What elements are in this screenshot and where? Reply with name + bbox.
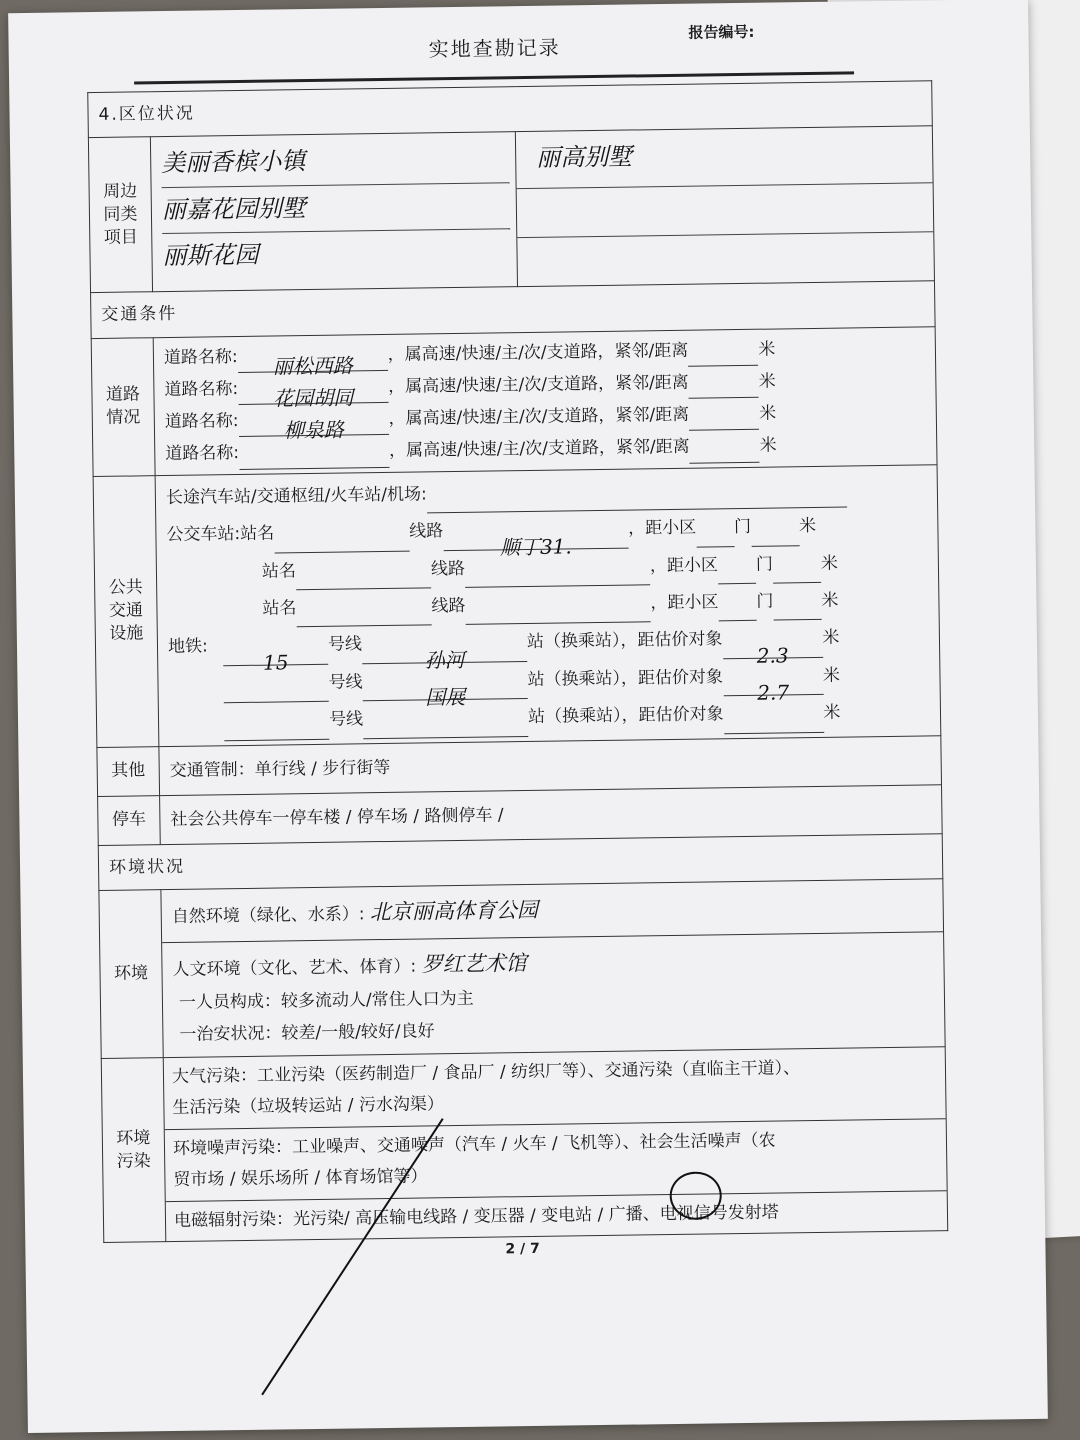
pollution-label: 环境污染 xyxy=(101,1058,166,1243)
surrounding-right-cell xyxy=(515,126,934,287)
road-distance-blank xyxy=(689,409,759,431)
distance-label: ，距小区 xyxy=(650,592,719,614)
subway-station-suffix: 站（换乘站），距估价对象 xyxy=(527,704,724,728)
line-label: 线路 xyxy=(430,558,466,579)
road-type-text: ，属高速/快速/主/次/支道路，紧邻/距离 xyxy=(387,372,689,397)
handwritten-project: 丽嘉花园别墅 xyxy=(162,183,511,234)
handwritten-project: 丽高别墅 xyxy=(516,127,933,190)
subway-station-value xyxy=(363,712,528,739)
subway-distance-value: 2.3 xyxy=(722,633,822,659)
gate-label: 门 xyxy=(756,591,774,612)
gate-label: 门 xyxy=(755,554,774,575)
road-name-label: 道路名称: xyxy=(164,378,239,400)
surrounding-label: 周边同类项目 xyxy=(88,137,152,293)
unit-label: 米 xyxy=(822,665,841,686)
unit-label: 米 xyxy=(759,435,777,457)
distance-blank xyxy=(696,525,734,547)
surrounding-left-cell xyxy=(150,132,517,292)
cultural-env-block xyxy=(162,933,945,1058)
people-row: 一人员构成：较多流动人/常住人口为主 xyxy=(178,988,474,1014)
line-blank xyxy=(465,601,650,625)
empty-line xyxy=(517,184,934,239)
line-blank xyxy=(465,564,650,588)
unit-label: 米 xyxy=(798,516,817,537)
handwritten-project: 丽斯花园 xyxy=(162,241,259,271)
section-traffic: 交通条件 xyxy=(91,281,936,338)
noise-pollution-line: 环境噪声污染：工业噪声、交通噪声（汽车 / 火车 / 飞机等）、社会生活噪声（农 xyxy=(172,1130,776,1159)
public-transport-label: 公共交通设施 xyxy=(93,475,159,747)
road-distance-blank xyxy=(689,377,759,399)
road-name-value: 柳泉路 xyxy=(238,410,388,437)
road-distance-blank xyxy=(690,441,760,463)
section-environment: 环境状况 xyxy=(98,834,943,891)
distance-label: ，距小区 xyxy=(627,517,697,539)
public-transport-cell xyxy=(155,465,941,747)
noise-pollution-block xyxy=(165,1119,947,1202)
parking-text: 社会公共停车一停车楼 / 停车场 / 路侧停车 / xyxy=(160,785,943,845)
unit-label: 米 xyxy=(821,590,839,611)
natural-env-value: 北京丽高体育公园 xyxy=(369,898,539,925)
security-row: 一治安状况：较差/一般/较好/良好 xyxy=(179,1020,435,1045)
survey-table xyxy=(87,80,948,1243)
gate-blank xyxy=(773,599,821,621)
subway-station-suffix: 站（换乘站），距估价对象 xyxy=(526,629,723,653)
pollution-cell xyxy=(163,1047,947,1242)
road-name-label: 道路名称: xyxy=(164,411,239,433)
line-label: 线路 xyxy=(431,595,466,617)
page-header xyxy=(8,17,1029,81)
natural-env-label: 自然环境（绿化、水系）: xyxy=(171,904,365,928)
bus-line-value: 顺丁31. xyxy=(443,523,628,551)
station-blank xyxy=(296,604,431,627)
distance-label: ，距小区 xyxy=(649,554,719,576)
unit-label: 米 xyxy=(823,702,841,723)
bus-label: 公交车站: xyxy=(166,524,241,546)
report-number-label: 报告编号: xyxy=(688,22,755,42)
other-text: 交通管制：单行线 / 步行街等 xyxy=(159,735,942,795)
other-label: 其他 xyxy=(97,746,160,796)
line-label: 线路 xyxy=(409,521,444,542)
station-blank xyxy=(274,530,409,553)
unit-label: 米 xyxy=(822,627,840,649)
unit-label: 米 xyxy=(758,371,776,392)
page-title: 实地查勘记录 xyxy=(428,35,561,62)
air-pollution-line: 大气污染：工业污染（医药制造厂 / 食品厂 / 纺织厂等）、交通污染（直临主干道）、 xyxy=(171,1058,801,1088)
subway-station-suffix: 站（换乘站），距估价对象 xyxy=(527,667,724,690)
station-blank xyxy=(296,567,431,590)
cultural-env-label: 人文环境（文化、艺术、体育）: xyxy=(172,956,417,981)
subway-line-value: 15 xyxy=(223,640,328,666)
subway-line-suffix: 号线 xyxy=(328,672,363,693)
subway-distance-value: 2.7 xyxy=(723,670,823,696)
subway-line-suffix: 号线 xyxy=(327,634,363,656)
road-name-label: 道路名称: xyxy=(163,346,238,368)
roads-label: 道路情况 xyxy=(91,337,155,476)
subway-line-value xyxy=(223,677,328,703)
empty-line xyxy=(517,233,934,287)
gate-blank xyxy=(751,524,799,546)
road-distance-blank xyxy=(688,344,758,366)
survey-form-page xyxy=(8,0,1048,1433)
subway-label: 地铁: xyxy=(167,636,208,658)
distance-blank xyxy=(718,600,756,622)
unit-label: 米 xyxy=(758,339,776,360)
noise-pollution-line: 贸市场 / 娱乐场所 / 体育场馆等） xyxy=(173,1166,428,1191)
air-pollution-block xyxy=(164,1047,946,1130)
emf-pollution-line: 电磁辐射污染：光污染/ 高压输电线路 / 变压器 / 变电站 / 广播、电视信号发射塔 xyxy=(173,1202,779,1231)
parking-label: 停车 xyxy=(98,795,161,845)
unit-label: 米 xyxy=(759,403,777,424)
subway-station-value: 孙河 xyxy=(362,637,527,664)
air-pollution-line: 生活污染（垃圾转运站 / 污水沟渠） xyxy=(172,1094,445,1119)
subway-line-suffix: 号线 xyxy=(328,709,364,730)
road-type-text: ，属高速/快速/主/次/支道路，紧邻/距离 xyxy=(388,437,690,462)
road-name-value: 丽松西路 xyxy=(238,346,388,373)
station-label: 站名 xyxy=(261,560,297,582)
distance-blank xyxy=(718,562,756,584)
page-number: 2 / 7 xyxy=(505,1240,540,1258)
road-name-label: 道路名称: xyxy=(165,443,240,465)
station-label: 站名 xyxy=(262,598,297,619)
road-type-text: ，属高速/快速/主/次/支道路，紧邻/距离 xyxy=(387,340,689,365)
subway-distance-value xyxy=(723,707,823,733)
long-distance-label: 长途汽车站/交通枢纽/火车站/机场: xyxy=(165,484,427,508)
gate-blank xyxy=(773,561,821,583)
section-location: 4.区位状况 xyxy=(88,81,933,138)
subway-station-value: 国展 xyxy=(362,674,527,701)
cultural-env-value: 罗红艺术馆 xyxy=(421,951,527,977)
station-label: 站名 xyxy=(240,523,275,545)
unit-label: 米 xyxy=(820,553,839,574)
road-name-value: 花园胡同 xyxy=(238,378,388,405)
road-name-value xyxy=(239,443,389,470)
env-label: 环境 xyxy=(99,890,163,1058)
roads-cell xyxy=(153,326,937,475)
gate-label: 门 xyxy=(733,517,752,538)
road-type-text: ，属高速/快速/主/次/支道路，紧邻/距离 xyxy=(388,404,690,430)
subway-line-value xyxy=(224,714,329,740)
handwritten-project: 美丽香槟小镇 xyxy=(161,137,510,188)
env-cell xyxy=(161,879,945,1058)
